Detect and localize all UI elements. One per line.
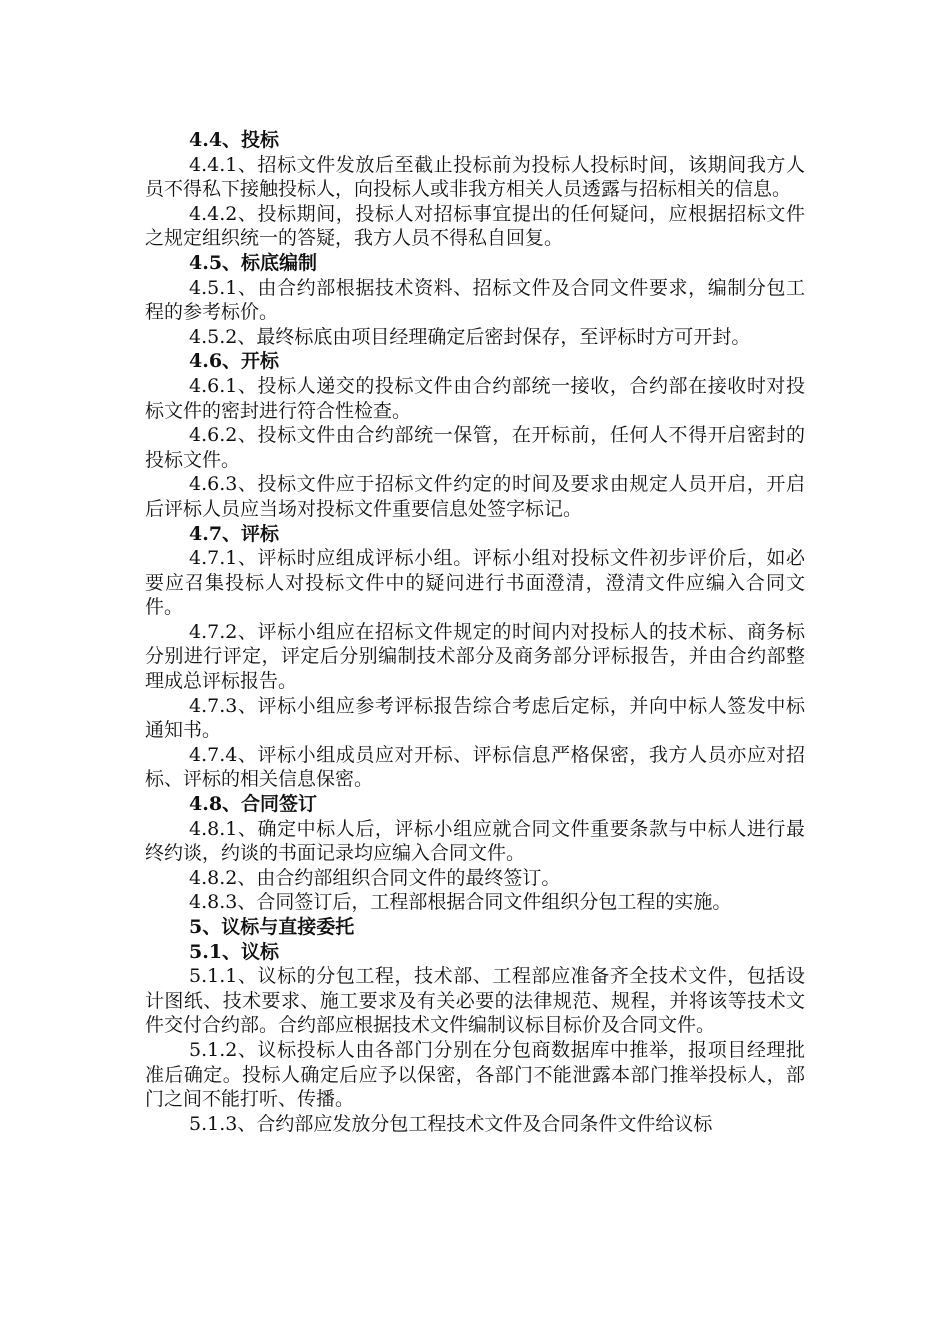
paragraph: 5.1.3、合约部应发放分包工程技术文件及合同条件文件给议标 (189, 1112, 713, 1135)
paragraph: 4.7.1、评标时应组成评标小组。评标小组对投标文件初步评价后，如必要应召集投标人对投标文件中的疑问进行书面澄清，澄清文件应编入合同文件。 (145, 547, 805, 619)
paragraph: 5.1.2、议标投标人由各部门分别在分包商数据库中推举，报项目经理批准后确定。投标人确定后应予以保密，各部门不能泄露本部门推举投标人，部门之间不能打听、传播。 (145, 1038, 805, 1111)
section-heading: 5.1、议标 (189, 940, 280, 963)
section-heading: 4.4、投标 (189, 129, 280, 151)
section-heading: 4.7、评标 (189, 522, 280, 545)
paragraph: 4.6.1、投标人递交的投标文件由合约部统一接收，合约部在接收时对投标文件的密封进行符合性检查。 (145, 374, 805, 422)
paragraph: 4.8.3、合同签订后，工程部根据合同文件组织分包工程的实施。 (189, 891, 732, 914)
paragraph: 4.7.4、评标小组成员应对开标、评标信息严格保密，我方人员亦应对招标、评标的相关信息保密。 (145, 743, 805, 791)
paragraph: 4.5.1、由合约部根据技术资料、招标文件及合同文件要求，编制分包工程的参考标价。 (145, 276, 805, 324)
paragraph: 4.8.1、确定中标人后，评标小组应就合同文件重要条款与中标人进行最终约谈，约谈的书面记录均应编入合同文件。 (145, 817, 805, 865)
paragraph: 4.6.2、投标文件由合约部统一保管，在开标前，任何人不得开启密封的投标文件。 (145, 424, 805, 471)
paragraph: 5.1.1、议标的分包工程，技术部、工程部应准备齐全技术文件，包括设计图纸、技术要求、施工要求及有关必要的法律规范、规程，并将该等技术文件交付合约部。合约部应根据技术文件编制议标目标价及合同文件。 (145, 965, 805, 1037)
document-body (145, 128, 805, 1136)
paragraph: 4.6.3、投标文件应于招标文件约定的时间及要求由规定人员开启，开启后评标人员应当场对投标文件重要信息处签字标记。 (145, 473, 805, 520)
paragraph: 4.4.2、投标期间，投标人对招标事宜提出的任何疑问，应根据招标文件之规定组织统一的答疑，我方人员不得私自回复。 (145, 202, 805, 250)
paragraph: 4.5.2、最终标底由项目经理确定后密封保存，至评标时方可开封。 (189, 325, 751, 348)
paragraph: 4.4.1、招标文件发放后至截止投标前为投标人投标时间，该期间我方人员不得私下接触投标人，向投标人或非我方相关人员透露与招标相关的信息。 (145, 153, 805, 201)
paragraph: 4.7.2、评标小组应在招标文件规定的时间内对投标人的技术标、商务标分别进行评定，评定后分别编制技术部分及商务部分评标报告，并由合约部整理成总评标报告。 (145, 620, 805, 693)
paragraph: 4.7.3、评标小组应参考评标报告综合考虑后定标，并向中标人签发中标通知书。 (145, 694, 805, 742)
section-heading: 4.5、标底编制 (189, 251, 318, 274)
paragraph: 4.8.2、由合约部组织合同文件的最终签订。 (189, 866, 561, 889)
chapter-heading: 5、议标与直接委托 (189, 916, 355, 938)
section-heading: 4.8、合同签订 (189, 793, 318, 816)
section-heading: 4.6、开标 (189, 350, 280, 373)
